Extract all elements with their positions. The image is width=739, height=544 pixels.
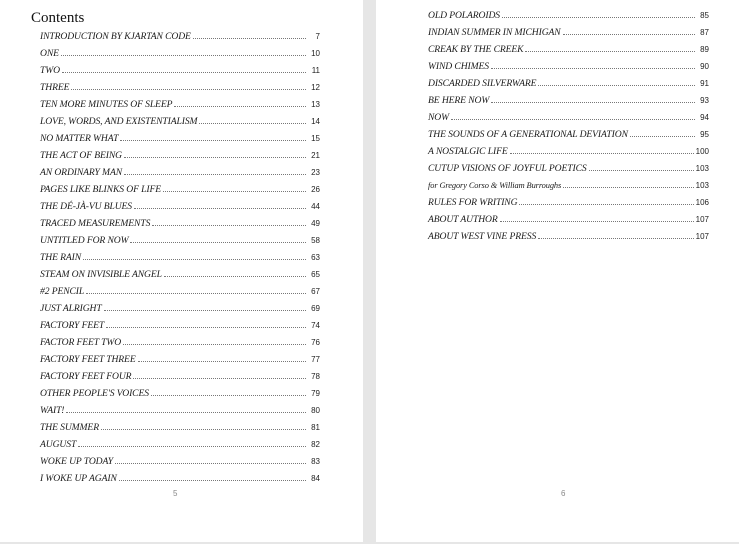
- dot-leader: [563, 34, 695, 35]
- toc-entry[interactable]: [40, 368, 320, 385]
- toc-entry[interactable]: [40, 62, 320, 79]
- dot-leader: [106, 327, 306, 328]
- toc-entry-title: ABOUT AUTHOR: [428, 214, 498, 225]
- toc-entry[interactable]: [40, 283, 320, 300]
- toc-entry-title: THE RAIN: [40, 252, 82, 263]
- dot-leader: [86, 293, 306, 294]
- toc-entry-title: UNTITLED FOR NOW: [40, 235, 129, 246]
- toc-entry-title: DISCARDED SILVERWARE: [428, 78, 537, 89]
- toc-entry[interactable]: [40, 334, 320, 351]
- toc-entry[interactable]: [40, 351, 320, 368]
- toc-entry[interactable]: [40, 130, 320, 147]
- toc-entry-title: WOKE UP TODAY: [40, 456, 113, 467]
- toc-entry-title: LOVE, WORDS, AND EXISTENTIALISM: [40, 116, 198, 127]
- toc-entry[interactable]: [40, 198, 320, 215]
- toc-entry-title: THE SOUNDS OF A GENERATIONAL DEVIATION: [428, 129, 628, 140]
- dot-leader: [119, 480, 306, 481]
- toc-entry-page: 82: [311, 440, 320, 449]
- toc-entry-page: 77: [311, 355, 320, 364]
- dot-leader: [120, 140, 306, 141]
- dot-leader: [563, 187, 693, 188]
- toc-entry-title: FACTOR FEET TWO: [40, 337, 122, 348]
- toc-entry-page: 13: [311, 100, 320, 109]
- dot-leader: [78, 446, 306, 447]
- toc-entry-page: 44: [311, 202, 320, 211]
- toc-entry-page: 103: [695, 181, 709, 190]
- toc-entry-title: WIND CHIMES: [428, 61, 489, 72]
- page-number-right: 6: [561, 489, 566, 498]
- toc-entry-title: I WOKE UP AGAIN: [40, 473, 117, 484]
- toc-entry-title: FACTORY FEET: [40, 320, 105, 331]
- dot-leader: [123, 344, 306, 345]
- toc-entry-page: 15: [311, 134, 320, 143]
- toc-entry-page: 83: [311, 457, 320, 466]
- dot-leader: [491, 102, 695, 103]
- toc-entry-page: 14: [311, 117, 320, 126]
- toc-entry-title: ABOUT WEST VINE PRESS: [428, 231, 537, 242]
- dot-leader: [164, 276, 306, 277]
- dot-leader: [133, 378, 306, 379]
- toc-entry-page: 69: [311, 304, 320, 313]
- dot-leader: [589, 170, 694, 171]
- toc-entry-title: JUST ALRIGHT: [40, 303, 102, 314]
- dot-leader: [124, 174, 306, 175]
- dot-leader: [130, 242, 306, 243]
- toc-entry-title: RULES FOR WRITING: [428, 197, 518, 208]
- toc-entry-page: 23: [311, 168, 320, 177]
- dot-leader: [451, 119, 695, 120]
- toc-entry-title: TRACED MEASUREMENTS: [40, 218, 151, 229]
- dot-leader: [66, 412, 306, 413]
- toc-entry-page: 11: [311, 66, 320, 75]
- toc-entry-title: THREE: [40, 82, 70, 93]
- toc-entry[interactable]: [428, 75, 709, 92]
- dot-leader: [83, 259, 306, 260]
- toc-entry[interactable]: [40, 470, 320, 487]
- dot-leader: [510, 153, 694, 154]
- dot-leader: [152, 225, 306, 226]
- toc-entry-page: 63: [311, 253, 320, 262]
- toc-entry[interactable]: [428, 228, 709, 245]
- toc-entry[interactable]: [40, 79, 320, 96]
- dot-leader: [138, 361, 306, 362]
- toc-entry[interactable]: [40, 317, 320, 334]
- page-number-left: 5: [173, 489, 178, 498]
- toc-entry-page: 26: [311, 185, 320, 194]
- toc-entry-page: 107: [695, 215, 709, 224]
- dot-leader: [199, 123, 306, 124]
- toc-entry-title: TEN MORE MINUTES OF SLEEP: [40, 99, 173, 110]
- toc-entry[interactable]: [428, 160, 709, 177]
- toc-entry-page: 89: [700, 45, 709, 54]
- toc-entry[interactable]: [40, 215, 320, 232]
- toc-entry[interactable]: [40, 419, 320, 436]
- left-page: [0, 0, 363, 542]
- toc-list-right: [428, 7, 709, 245]
- toc-entry[interactable]: [428, 41, 709, 58]
- toc-entry[interactable]: [40, 385, 320, 402]
- toc-entry-page: 65: [311, 270, 320, 279]
- toc-entry-title: INDIAN SUMMER IN MICHIGAN: [428, 27, 561, 38]
- toc-entry-title: FACTORY FEET FOUR: [40, 371, 132, 382]
- toc-entry-title: FACTORY FEET THREE: [40, 354, 136, 365]
- toc-entry-title: WAIT!: [40, 405, 65, 416]
- toc-entry-title: THE ACT OF BEING: [40, 150, 122, 161]
- toc-entry-page: 90: [700, 62, 709, 71]
- toc-entry-page: 81: [311, 423, 320, 432]
- toc-list-left: [40, 28, 320, 487]
- toc-entry[interactable]: [40, 113, 320, 130]
- toc-entry-page: 106: [695, 198, 709, 207]
- toc-entry[interactable]: [428, 211, 709, 228]
- toc-entry[interactable]: [40, 249, 320, 266]
- toc-entry-page: 67: [311, 287, 320, 296]
- toc-entry-title: A NOSTALGIC LIFE: [428, 146, 508, 157]
- dot-leader: [525, 51, 695, 52]
- contents-heading: Contents: [31, 10, 85, 26]
- toc-entry-page: 94: [700, 113, 709, 122]
- toc-entry[interactable]: [428, 92, 709, 109]
- dot-leader: [502, 17, 695, 18]
- toc-entry-page: 78: [311, 372, 320, 381]
- dot-leader: [538, 85, 695, 86]
- toc-entry[interactable]: [40, 164, 320, 181]
- toc-entry-title: PAGES LIKE BLINKS OF LIFE: [40, 184, 161, 195]
- toc-entry[interactable]: [428, 143, 709, 160]
- toc-entry-page: 84: [311, 474, 320, 483]
- toc-entry-page: 79: [311, 389, 320, 398]
- toc-entry[interactable]: [428, 24, 709, 41]
- dot-leader: [101, 429, 306, 430]
- toc-entry-page: 103: [695, 164, 709, 173]
- toc-entry-page: 91: [700, 79, 709, 88]
- toc-entry[interactable]: [40, 266, 320, 283]
- toc-entry-page: 76: [311, 338, 320, 347]
- toc-entry-page: 80: [311, 406, 320, 415]
- dot-leader: [124, 157, 306, 158]
- toc-entry[interactable]: [40, 232, 320, 249]
- toc-entry-page: 74: [311, 321, 320, 330]
- toc-entry-title: OLD POLAROIDS: [428, 10, 500, 21]
- toc-entry[interactable]: [428, 7, 709, 24]
- toc-entry-title: THE DÉ-JÀ-VU BLUES: [40, 201, 132, 212]
- toc-entry-page: 58: [311, 236, 320, 245]
- dot-leader: [115, 463, 306, 464]
- dot-leader: [519, 204, 693, 205]
- toc-entry[interactable]: [428, 58, 709, 75]
- toc-entry[interactable]: [40, 402, 320, 419]
- dot-leader: [491, 68, 695, 69]
- toc-entry-title: STEAM ON INVISIBLE ANGEL: [40, 269, 162, 280]
- toc-entry-page: 7: [315, 32, 320, 41]
- toc-entry-title: TWO: [40, 65, 60, 76]
- toc-entry-title: #2 PENCIL: [40, 286, 85, 297]
- toc-entry[interactable]: [40, 300, 320, 317]
- toc-entry-page: 107: [695, 232, 709, 241]
- toc-entry-title: AN ORDINARY MAN: [40, 167, 123, 178]
- dot-leader: [163, 191, 306, 192]
- toc-entry-page: 87: [700, 28, 709, 37]
- toc-entry[interactable]: [40, 436, 320, 453]
- dot-leader: [174, 106, 306, 107]
- dot-leader: [193, 38, 306, 39]
- toc-entry[interactable]: [40, 45, 320, 62]
- toc-entry-title: CREAK BY THE CREEK: [428, 44, 524, 55]
- dot-leader: [104, 310, 306, 311]
- toc-entry[interactable]: [40, 181, 320, 198]
- dot-leader: [134, 208, 306, 209]
- toc-entry-title: THE SUMMER: [40, 422, 99, 433]
- toc-entry-page: 21: [311, 151, 320, 160]
- toc-entry-page: 12: [311, 83, 320, 92]
- toc-entry[interactable]: [428, 177, 709, 194]
- toc-entry-page: 85: [700, 11, 709, 20]
- toc-entry-title: INTRODUCTION BY KJARTAN CODE: [40, 31, 191, 42]
- toc-entry[interactable]: [40, 28, 320, 45]
- dot-leader: [151, 395, 306, 396]
- dot-leader: [62, 72, 306, 73]
- toc-entry[interactable]: [428, 109, 709, 126]
- toc-entry-page: 93: [700, 96, 709, 105]
- toc-entry-page: 95: [700, 130, 709, 139]
- toc-entry-title: AUGUST: [40, 439, 77, 450]
- toc-entry-title: ONE: [40, 48, 59, 59]
- toc-entry[interactable]: [40, 453, 320, 470]
- toc-entry-title: NOW: [428, 112, 450, 123]
- toc-entry[interactable]: [428, 126, 709, 143]
- toc-entry-page: 10: [311, 49, 320, 58]
- toc-entry-title: for Gregory Corso & William Burroughs: [428, 181, 562, 190]
- toc-entry[interactable]: [428, 194, 709, 211]
- dot-leader: [61, 55, 306, 56]
- dot-leader: [538, 238, 694, 239]
- dot-leader: [630, 136, 695, 137]
- toc-entry-title: CUTUP VISIONS OF JOYFUL POETICS: [428, 163, 587, 174]
- right-page: [376, 0, 739, 542]
- toc-entry[interactable]: [40, 96, 320, 113]
- toc-entry-page: 49: [311, 219, 320, 228]
- dot-leader: [500, 221, 694, 222]
- toc-entry-page: 100: [695, 147, 709, 156]
- toc-entry-title: BE HERE NOW: [428, 95, 490, 106]
- toc-entry-title: OTHER PEOPLE'S VOICES: [40, 388, 149, 399]
- dot-leader: [71, 89, 306, 90]
- toc-entry[interactable]: [40, 147, 320, 164]
- toc-entry-title: NO MATTER WHAT: [40, 133, 119, 144]
